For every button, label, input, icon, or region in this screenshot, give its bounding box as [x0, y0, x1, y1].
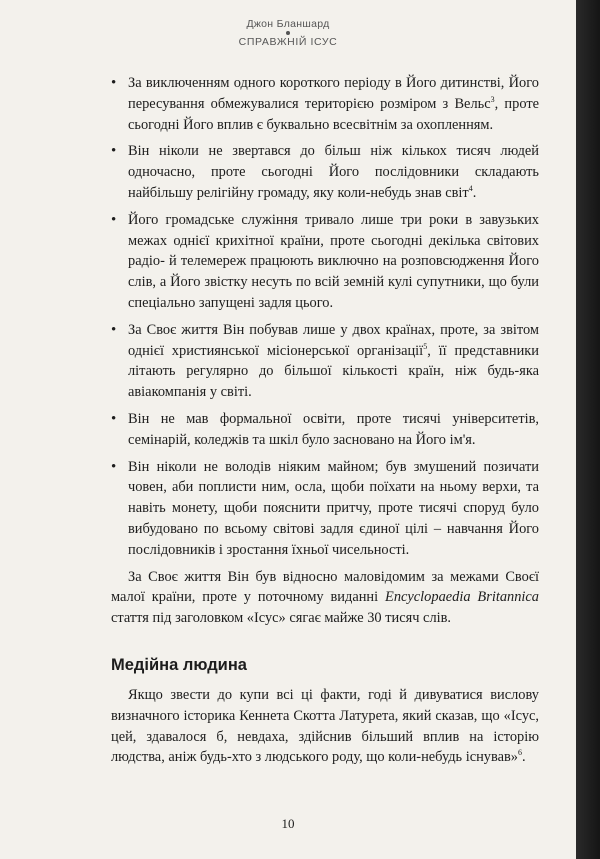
bullet-item: • Його громадське служіння тривало лише три роки в завузьких межах однієї крихітної країни, проте сьогодні декілька світових радіо- й телемереж працюють виключно на розповсюдження Його слів, а Його звістку несуть по всій земній кулі супутники, що були спеціально запущені задля цього. — [111, 210, 539, 314]
header-author: Джон Бланшард — [246, 18, 330, 30]
page-number: 10 — [281, 816, 295, 831]
bullet-item: • Він ніколи не володів ніяким майном; був змушений позичати човен, аби поплисти ним, осла, щоби поїхати на ньому верхи, та навіть монету, щоби пояснити притчу, проте тисячі споруд було вибудовано по всьому світові задля єдиної цілі – навчання Його послідовників і зростання їхньої чисельності. — [111, 457, 539, 561]
bullet-item: • За Своє життя Він побував лише у двох країнах, проте, за звітом однієї християнської місіонерської організації$^5$, її представники літають регулярно до більшої кількості країн, ніж будь-яка авіакомпанія у світі. — [111, 320, 539, 403]
bullet-item: • Він ніколи не звертався до більш ніж кількох тисяч людей одночасно, проте сьогодні Його послідовники складають найбільшу релігійну громаду, яку коли-небудь знав світ$^4$. — [111, 141, 539, 203]
footnote-ref: 4 — [468, 183, 473, 193]
footnote-ref: 6 — [518, 748, 522, 758]
bullet-list — [111, 73, 539, 561]
page-body — [111, 73, 539, 768]
encyclopedia-title: Encyclopaedia Britannica — [385, 589, 539, 606]
bullet-item: • За виключенням одного короткого періоду в Його дитинстві, Його пересування обмежувалися територією розміром з Вельс$^3$, проте сьогодні Його вплив є буквально всесвітнім за охопленням. — [111, 73, 539, 135]
bullet-item: • Він не мав формальної освіти, проте тисячі університетів, семінарій, коледжів та шкіл було засновано на Його ім'я. — [111, 409, 539, 451]
footnote-ref: 3 — [490, 94, 495, 104]
running-header — [0, 18, 576, 48]
footnote-ref: 5 — [423, 341, 428, 351]
body-paragraph: За Своє життя Він був відносно маловідомим за межами Своєї малої країни, проте у поточному виданні Encyclopaedia Britannica стаття під заголовком «Ісус» сягає майже 30 тисяч слів. — [111, 568, 539, 627]
section-heading: Медійна людина — [111, 655, 247, 674]
header-dot-ornament — [286, 31, 290, 35]
page-edge-shadow — [576, 0, 600, 859]
body-paragraph: Якщо звести до купи всі ці факти, годі й дивуватися вислову визначного історика Кеннета Скотта Латурета, який сказав, що «Ісус, цей, здавалося б, невдаха, здійснив більший вплив на історію людства, аніж будь-хто з людського роду, що коли-небудь існував»$^6$. — [111, 686, 539, 766]
header-title: СПРАВЖНІЙ ІСУС — [238, 36, 338, 48]
